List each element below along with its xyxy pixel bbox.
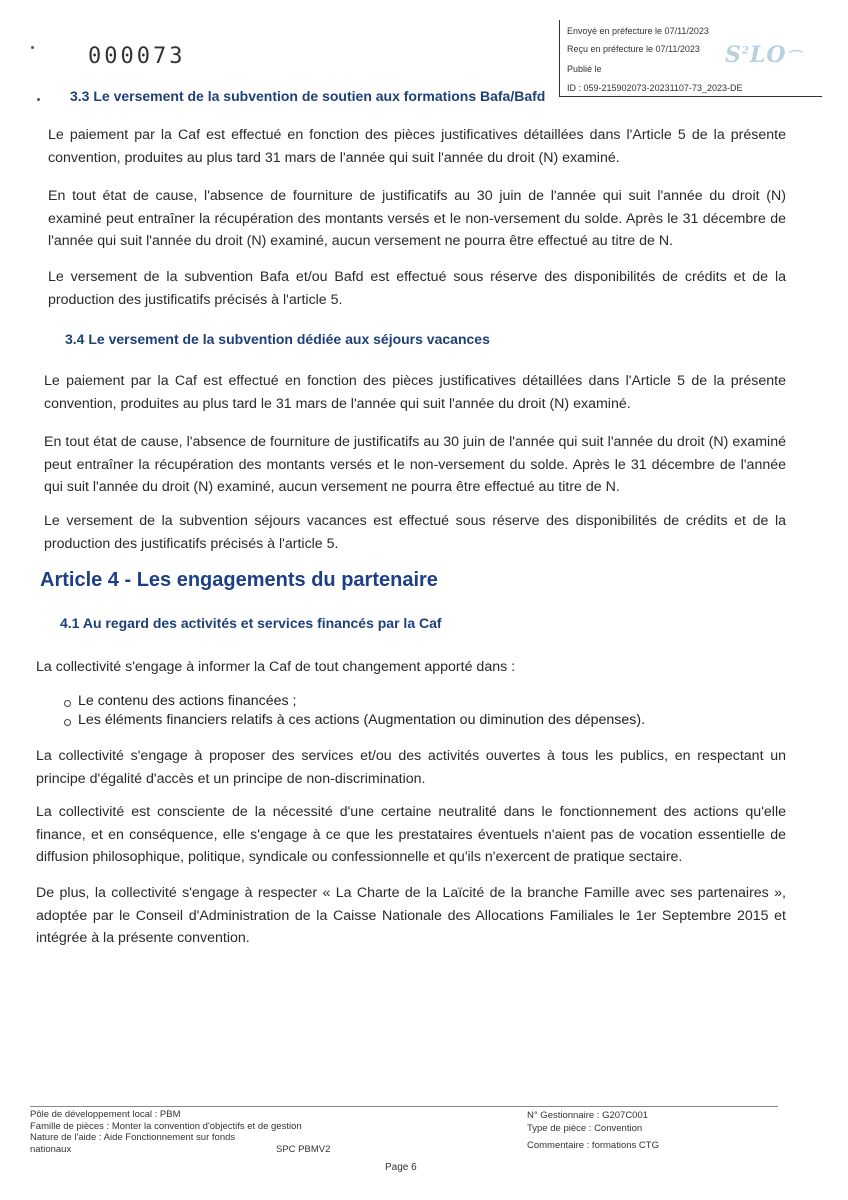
list-item: Le contenu des actions financées ; [62,692,782,711]
section-3-3-paragraph-2: En tout état de cause, l'absence de fourniture de justificatifs au 30 juin de l'année qui suit l'année du droit (N) examiné peut entraîner la récupération des montants versés et le non-versement du solde. Après le 31 décembre de l'année qui suit l'année du droit (N) examiné, aucun versement ne pourra être effectué au titre de N. [48,188,786,249]
stamp-published-line: Publié le [567,64,602,74]
footer-divider [30,1106,778,1107]
footer-center: SPC PBMV2 [276,1144,331,1155]
section-3-4-paragraph-2: En tout état de cause, l'absence de fourniture de justificatifs au 30 juin de l'année qui suit l'année du droit (N) examiné peut entraîner la récupération des montants versés et le non-versement du solde. Après le 31 décembre de l'année qui suit l'année du droit (N) examiné, aucun versement ne pourra être effectué au titre de N. [44,434,786,495]
footer-nature: Nature de l'aide : Aide Fonctionnement sur fonds [30,1132,236,1143]
article-4-title: Article 4 - Les engagements du partenaire [40,569,438,591]
section-4-1-heading: 4.1 Au regard des activités et services financés par la Caf [60,615,442,631]
footer-nature-cont: nationaux [30,1143,72,1155]
section-3-3-paragraph-1: Le paiement par la Caf est effectué en fonction des pièces justificatives détaillées dans l'Article 5 de la présente convention, produites au plus tard 31 mars de l'année qui suit l'année du droit (N) examiné. [48,127,786,166]
prefecture-stamp [559,20,822,97]
page-number: Page 6 [385,1162,417,1173]
section-4-1-paragraph-1: La collectivité s'engage à proposer des services et/ou des activités ouvertes à tous les publics, en respectant un principe d'égalité d'accès et un principe de non-discrimination. [36,748,786,787]
scan-speck [31,46,34,49]
footer-famille: Famille de pièces : Monter la convention d'objectifs et de gestion [30,1120,302,1132]
footer-commentaire: Commentaire : formations CTG [527,1140,659,1151]
stamp-number: 000073 [88,44,186,69]
section-3-3-paragraph-3: Le versement de la subvention Bafa et/ou Bafd est effectué sous réserve des disponibilités de crédits et de la production des justificatifs précisés à l'article 5. [48,269,786,308]
section-3-4-paragraph-1: Le paiement par la Caf est effectué en fonction des pièces justificatives détaillées dans l'Article 5 de la présente convention, produites au plus tard le 31 mars de l'année qui suit l'année du droit (N) examiné. [44,373,786,412]
footer-pole: Pôle de développement local : PBM [30,1109,181,1120]
section-4-1-paragraph-3: De plus, la collectivité s'engage à respecter « La Charte de la Laïcité de la branche Famille avec ses partenaires », adoptée par le Conseil d'Administration de la Caisse Nationale des Allocations Familiales le 1er Septembre 2015 et intégrée à la présente convention. [36,885,786,946]
section-3-3-heading: 3.3 Le versement de la subvention de soutien aux formations Bafa/Bafd [70,88,546,104]
section-4-1-paragraph-2: La collectivité est consciente de la nécessité d'une certaine neutralité dans le fonctionnement des actions qu'elle finance, et en conséquence, elle s'engage à ce que les prestataires éventuels n'aient pas de vocation essentielle de diffusion philosophique, politique, syndicale ou confessionnelle et qu'ils n'exercent de pratique sectaire. [36,804,786,865]
footer-gestionnaire: N° Gestionnaire : G207C001 [527,1110,649,1121]
scan-speck [37,98,40,101]
section-3-4-paragraph-3: Le versement de la subvention séjours vacances est effectué sous réserve des disponibilités de crédits et de la production des justificatifs précisés à l'article 5. [44,513,786,552]
footer-type-piece: Type de pièce : Convention [527,1123,643,1134]
section-3-4-heading: 3.4 Le versement de la subvention dédiée aux séjours vacances [65,331,490,347]
stamp-received-line: Reçu en préfecture le 07/11/2023 [567,44,700,54]
stamp-sent-line: Envoyé en préfecture le 07/11/2023 [567,26,709,36]
stamp-id-line: ID : 059-215902073-20231107-73_2023-DE [567,83,743,93]
footer-right [527,1109,659,1152]
section-4-1-bullet-list [62,692,782,730]
section-4-1-intro: La collectivité s'engage à informer la Caf de tout changement apporté dans : [36,659,516,675]
list-item: Les éléments financiers relatifs à ces actions (Augmentation ou diminution des dépenses). [62,711,782,730]
s2lo-logo: $S^2LO⌒$ [725,42,802,68]
